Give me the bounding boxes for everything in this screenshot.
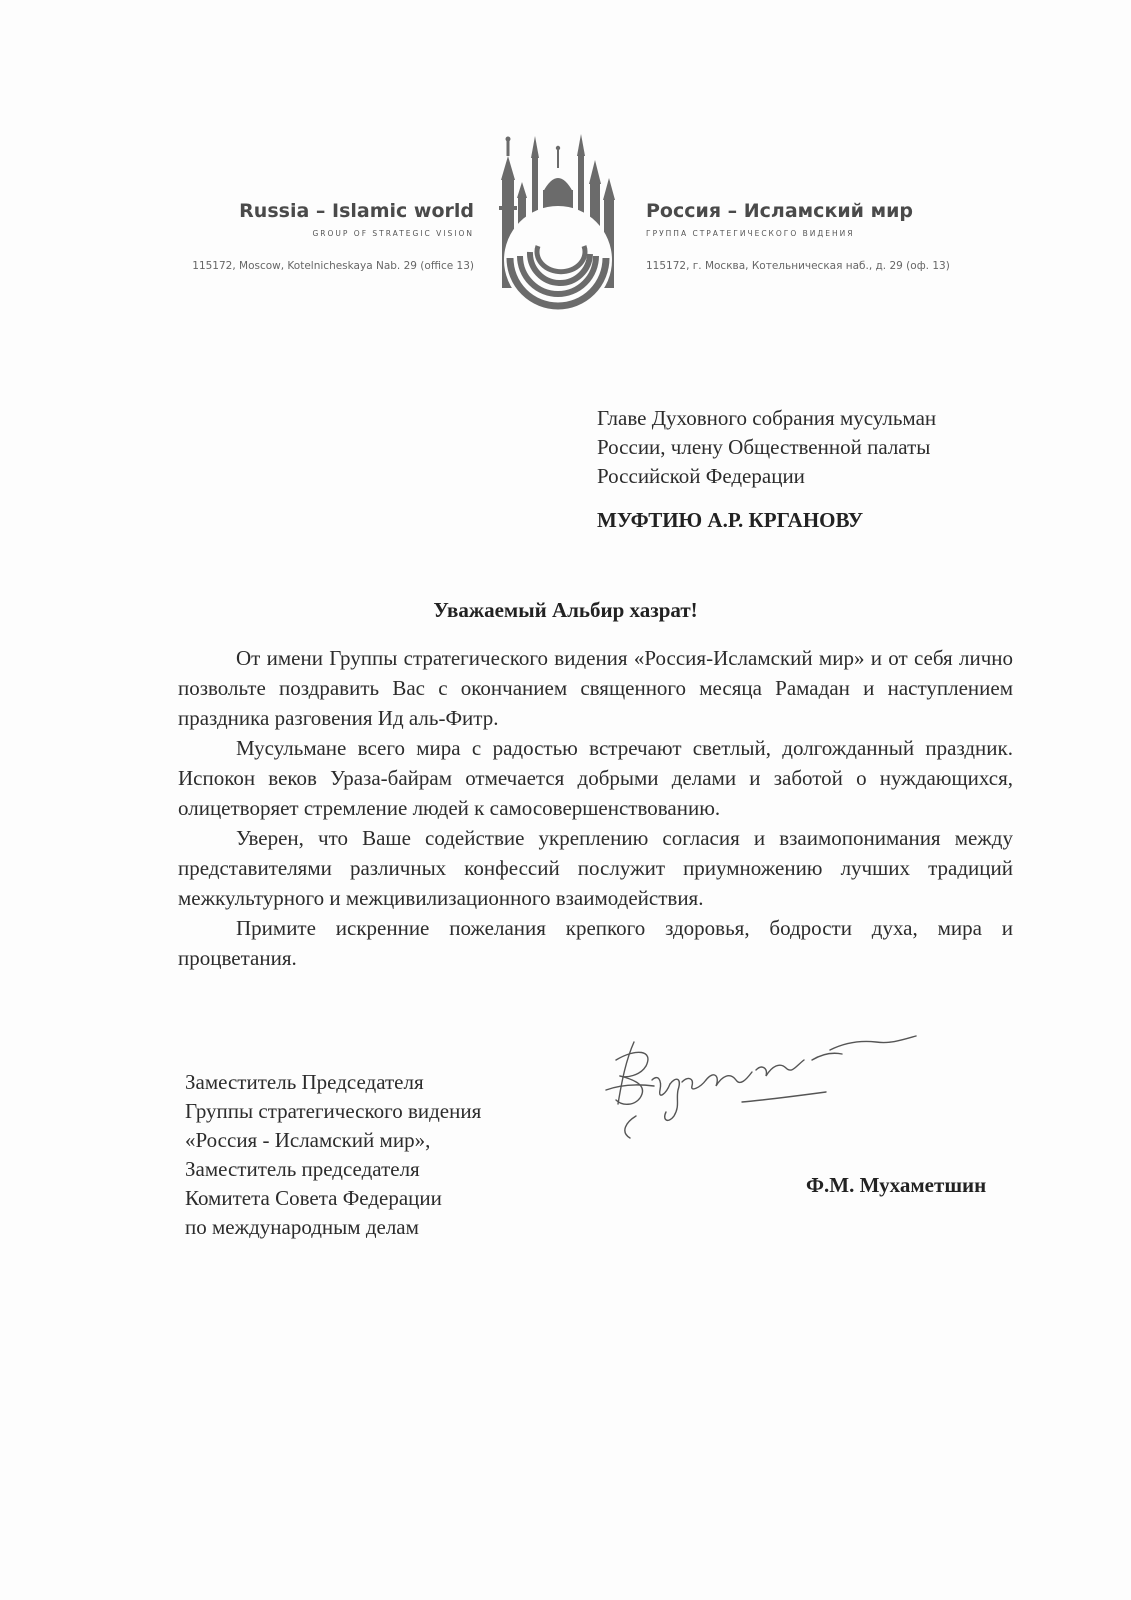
signer-position-block (185, 1068, 605, 1242)
letterhead-address-ru: 115172, г. Москва, Котельническая наб., д. 29 (оф. 13) (646, 260, 950, 272)
kremlin-mosque-crescent-logo-icon (488, 128, 628, 328)
letterhead-title-en: Russia – Islamic world (239, 200, 474, 222)
letterhead-title-ru: Россия – Исламский мир (646, 200, 914, 222)
body-paragraph: Уверен, что Ваше содействие укреплению согласия и взаимопонимания между представителями различных конфессий послужит приумножению лучших традиций межкультурного и межцивилизационного взаимодействия. (178, 826, 1013, 910)
addressee-line: Российской Федерации (597, 464, 805, 488)
signer-position-line: Заместитель Председателя (185, 1070, 424, 1094)
letterhead-subtitle-ru: ГРУППА СТРАТЕГИЧЕСКОГО ВИДЕНИЯ (646, 229, 855, 238)
addressee-block (597, 404, 1037, 491)
body-paragraph: Примите искренние пожелания крепкого здоровья, бодрости духа, мира и процветания. (178, 916, 1013, 970)
signer-position-line: «Россия - Исламский мир», (185, 1128, 431, 1152)
letterhead-subtitle-en: GROUP OF STRATEGIC VISION (312, 229, 474, 238)
addressee-name: МУФТИЮ А.Р. КРГАНОВУ (597, 508, 864, 532)
body-paragraph: Мусульмане всего мира с радостью встречают светлый, долгожданный праздник. Испокон веков Ураза-байрам отмечается добрыми делами и заботой о нуждающихся, олицетворяет стремление людей к самосовершенствованию. (178, 736, 1013, 820)
signer-position-line: по международным делам (185, 1215, 419, 1239)
signer-position-line: Комитета Совета Федерации (185, 1186, 442, 1210)
body-paragraph: От имени Группы стратегического видения «Россия-Исламский мир» и от себя лично позвольте поздравить Вас с окончанием священного месяца Рамадан и наступлением праздника разговения Ид аль-Фитр. (178, 646, 1013, 730)
letterhead-address-en: 115172, Moscow, Kotelnicheskaya Nab. 29 (office 13) (192, 260, 474, 272)
signer-position-line: Заместитель председателя (185, 1157, 420, 1181)
addressee-line: России, члену Общественной палаты (597, 435, 931, 459)
handwritten-signature-icon (596, 1020, 926, 1150)
addressee-line: Главе Духовного собрания мусульман (597, 406, 937, 430)
signer-position-line: Группы стратегического видения (185, 1099, 482, 1123)
salutation: Уважаемый Альбир хазрат! (433, 598, 698, 622)
signer-name: Ф.М. Мухаметшин (806, 1173, 987, 1197)
letter-body (178, 643, 1013, 973)
